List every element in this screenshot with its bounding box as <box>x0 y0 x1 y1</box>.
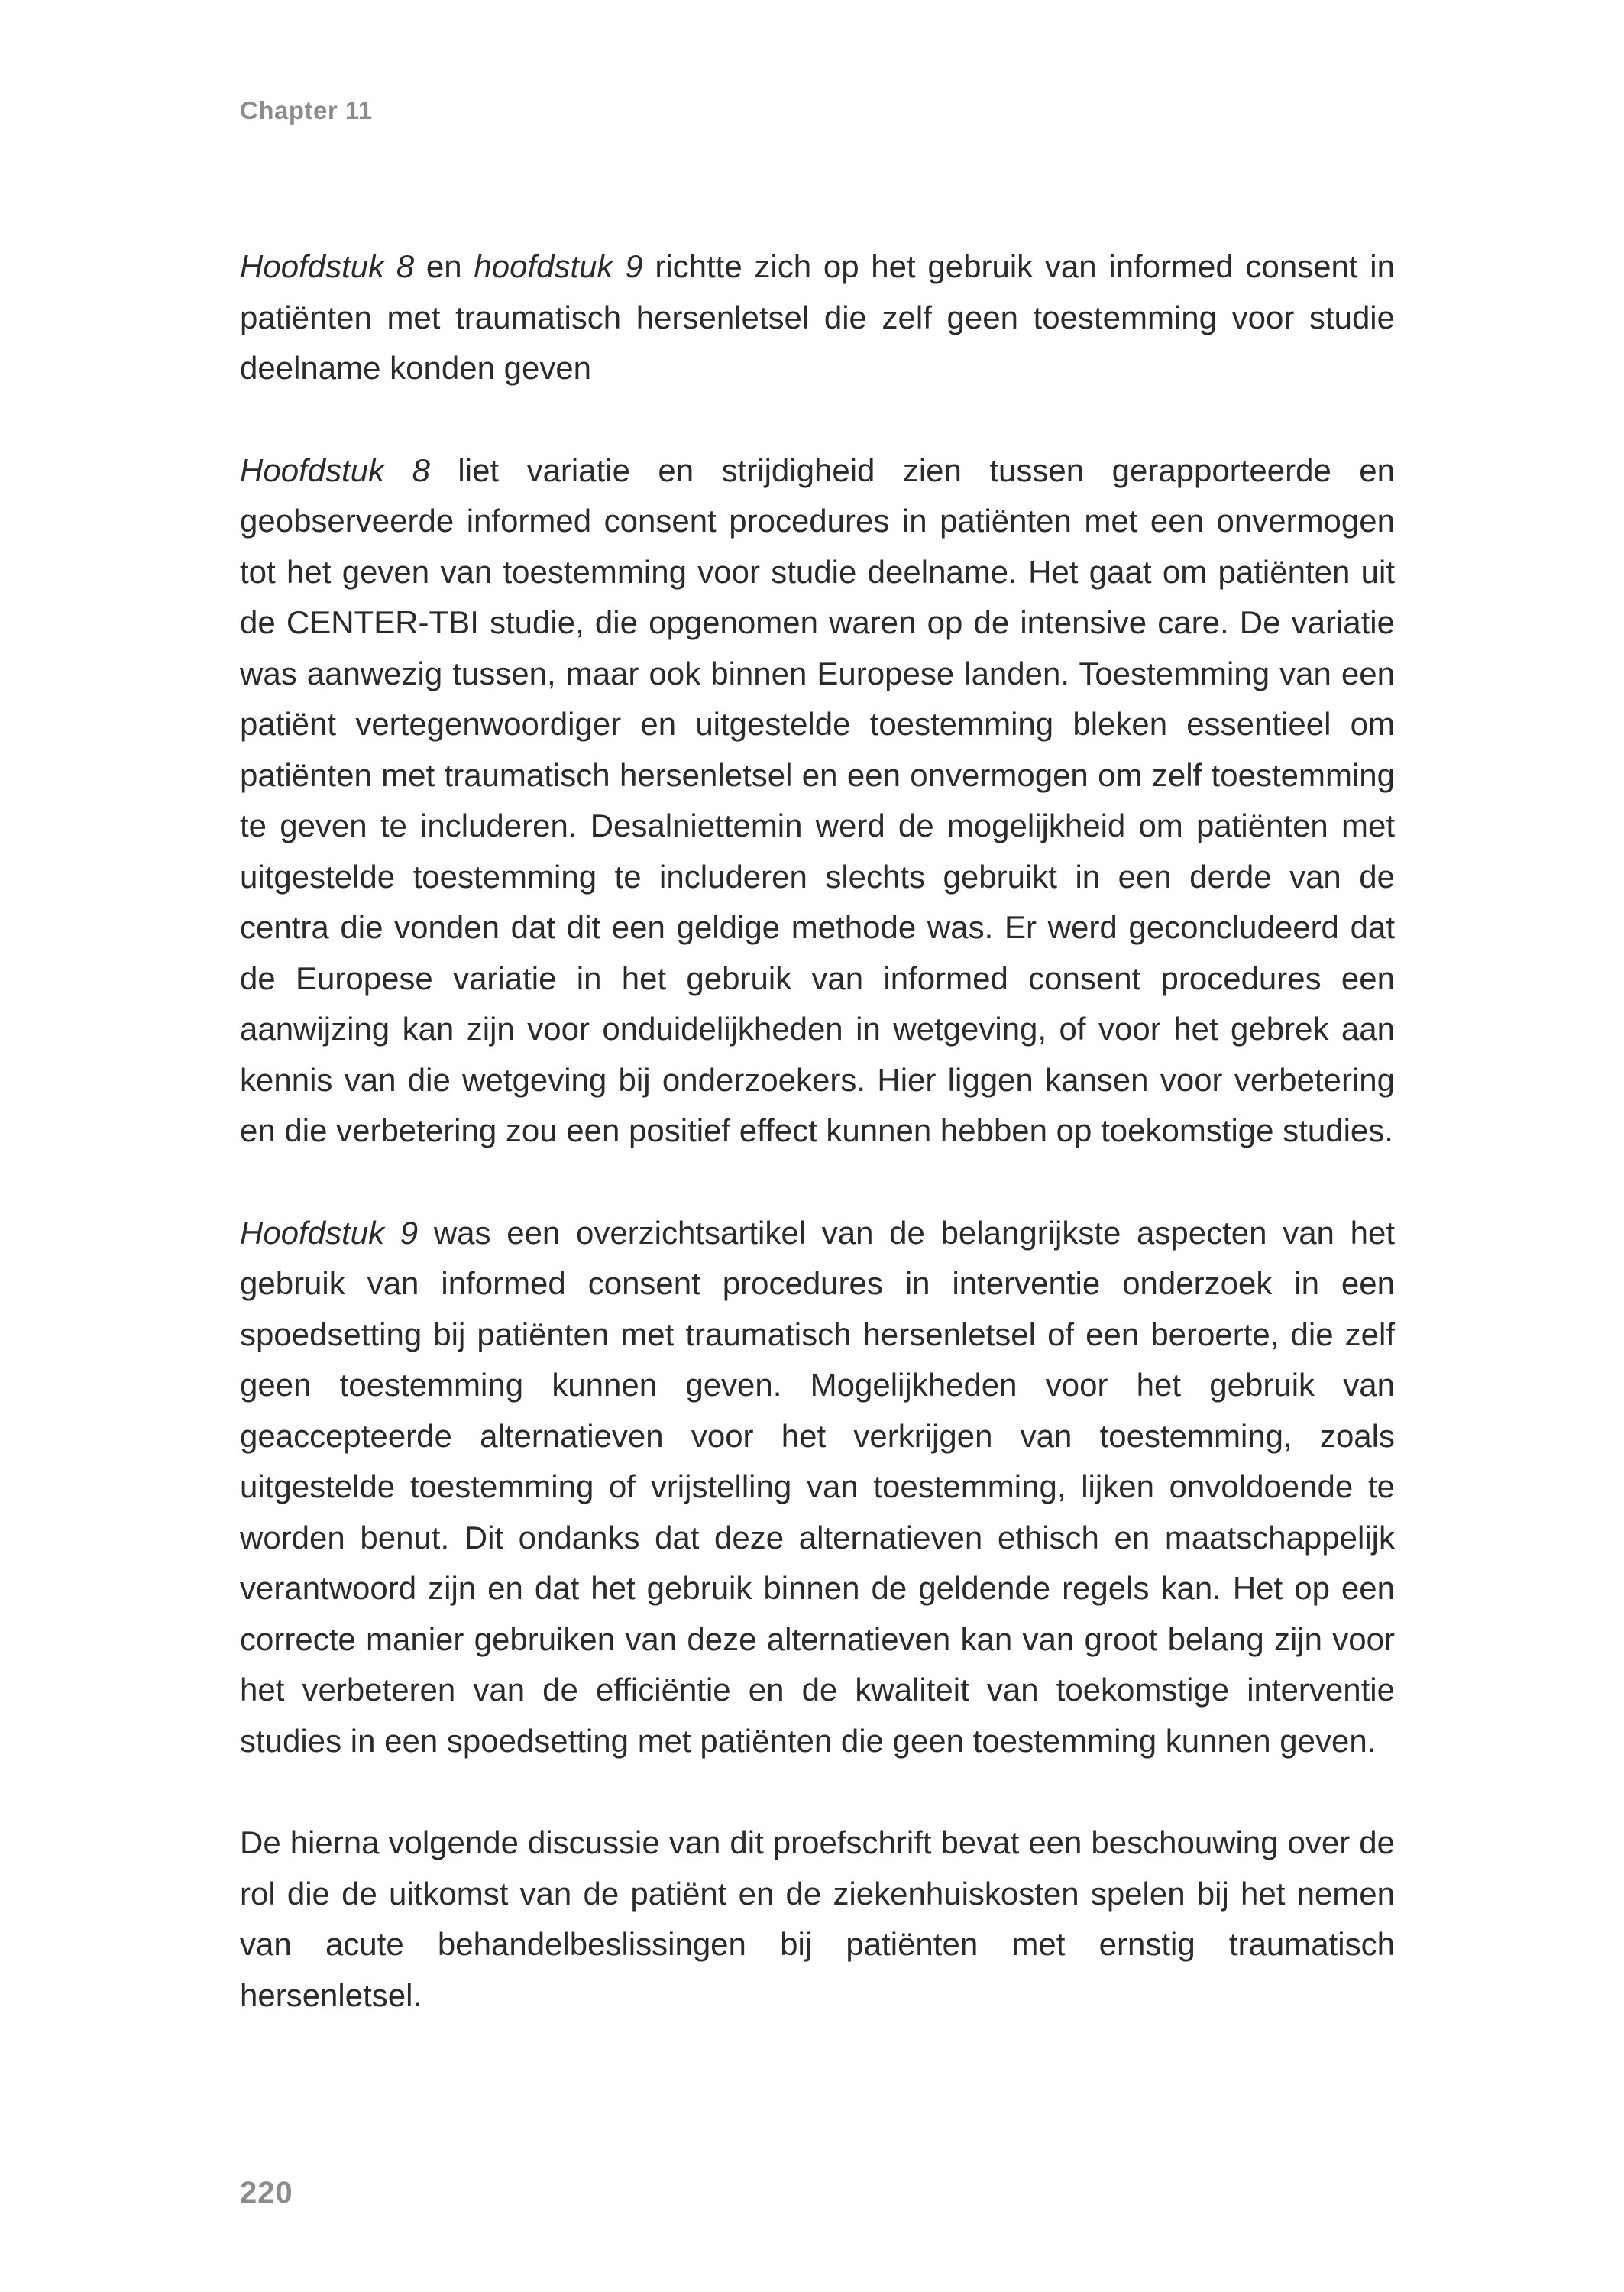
conjunction: en <box>414 248 474 284</box>
chapter-reference: Hoofdstuk 8 <box>240 452 430 488</box>
paragraph-2 <box>240 445 1395 1157</box>
paragraph-1 <box>240 241 1395 394</box>
paragraph-3 <box>240 1208 1395 1767</box>
body-text <box>240 241 1395 2072</box>
paragraph-4 <box>240 1818 1395 2021</box>
paragraph-text: was een overzichtsartikel van de belangrijkste aspecten van het gebruik van informed consent procedures in interventie onderzoek in een spoedsetting bij patiënten met traumatisch hersenletsel of een beroerte, die zelf geen toestemming kunnen geven. Mogelijkheden voor het gebruik van geaccepteerde alternatieven voor het verkrijgen van toestemming, zoals uitgestelde toestemming of vrijstelling van toestemming, lijken onvoldoende te worden benut. Dit ondanks dat deze alternatieven ethisch en maatschappelijk verantwoord zijn en dat het gebruik binnen de geldende regels kan. Het op een correcte manier gebruiken van deze alternatieven kan van groot belang zijn voor het verbeteren van de efficiëntie en de kwaliteit van toekomstige interventie studies in een spoedsetting met patiënten die geen toestemming kunnen geven. <box>240 1214 1395 1759</box>
paragraph-text: richtte zich op het gebruik van informed consent in patiënten met traumatisch hersenletsel die zelf geen toestemming voor studie deelname konden geven <box>240 248 1395 386</box>
chapter-reference: hoofdstuk 9 <box>474 248 643 284</box>
page-number: 220 <box>240 2176 293 2209</box>
paragraph-text: liet variatie en strijdigheid zien tussen gerapporteerde en geobserveerde informed consent procedures in patiënten met een onvermogen tot het geven van toestemming voor studie deelname. Het gaat om patiënten uit de CENTER-TBI studie, die opgenomen waren op de intensive care. De variatie was aanwezig tussen, maar ook binnen Europese landen. Toestemming van een patiënt vertegenwoordiger en uitgestelde toestemming bleken essentieel om patiënten met traumatisch hersenletsel en een onvermogen om zelf toestemming te geven te includeren. Desalniettemin werd de mogelijkheid om patiënten met uitgestelde toestemming te includeren slechts gebruikt in een derde van de centra die vonden dat dit een geldige methode was. Er werd geconcludeerd dat de Europese variatie in het gebruik van informed consent procedures een aanwijzing kan zijn voor onduidelijkheden in wetgeving, of voor het gebrek aan kennis van die wetgeving bij onderzoekers. Hier liggen kansen voor verbetering en die verbetering zou een positief effect kunnen hebben op toekomstige studies. <box>240 452 1395 1148</box>
running-header: Chapter 11 <box>240 96 373 125</box>
chapter-reference: Hoofdstuk 8 <box>240 248 415 284</box>
chapter-reference: Hoofdstuk 9 <box>240 1214 419 1251</box>
paragraph-text: De hierna volgende discussie van dit proefschrift bevat een beschouwing over de rol die de uitkomst van de patiënt en de ziekenhuiskosten spelen bij het nemen van acute behandelbeslissingen bij patiënten met ernstig traumatisch hersenletsel. <box>240 1824 1395 2013</box>
